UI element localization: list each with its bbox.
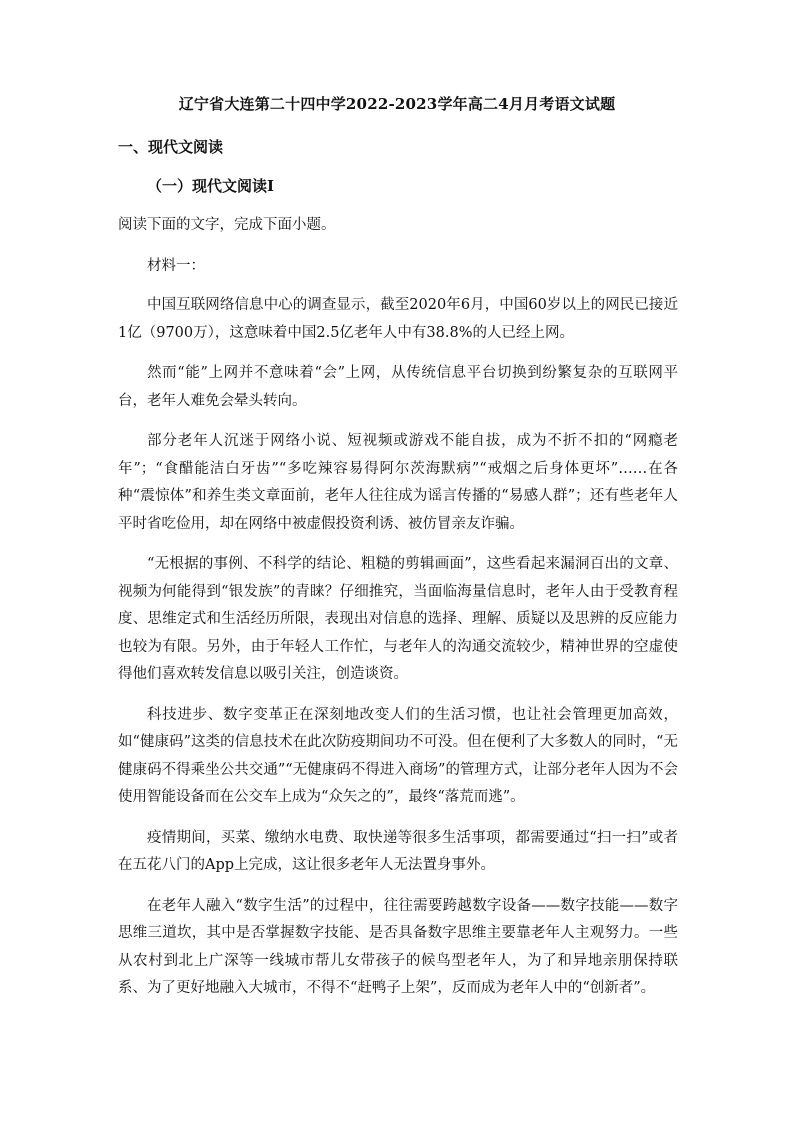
paragraph: 疫情期间，买菜、缴纳水电费、取快递等很多生活事项，都需要通过“扫一扫”或者在五花八门的App上完成，这让很多老年人无法置身事外。 (118, 829, 678, 873)
paragraph: 在老年人融入“数字生活”的过程中，往往需要跨越数字设备——数字技能——数字思维三道坎，其中是否掌握数字技能、是否具备数字思维主要靠老年人主观努力。一些从农村到北上广深等一线城市帮儿女带孩子的候鸟型老年人，为了和异地亲朋保持联系、为了更好地融入大城市，不得不“赶鸭子上架”，反而成为老年人中的“创新者”。 (118, 897, 678, 996)
paragraph: 部分老年人沉迷于网络小说、短视频或游戏不能自拔，成为不折不扣的“网瘾老年”；“食醋能洁白牙齿”“多吃辣容易得阿尔茨海默病”“戒烟之后身体更坏”……在各种“震惊体”和养生类文章面前，老年人往往成为谣言传播的“易感人群”；还有些老年人平时省吃俭用，却在网络中被虚假投资利诱、被仿冒亲友诈骗。 (118, 433, 678, 532)
sub-heading: （一）现代文阅读Ⅰ (147, 177, 275, 195)
paragraph: 科技进步、数字变革正在深刻地改变人们的生活习惯，也让社会管理更加高效，如“健康码”这类的信息技术在此次防疫期间功不可没。但在便利了大多数人的同时，“无健康码不得乘坐公共交通”“无健康码不得进入商场”的管理方式，让部分老年人因为不会使用智能设备而在公交车上成为“众矢之的”，最终“落荒而逃”。 (118, 706, 678, 805)
article-body (118, 292, 678, 1016)
paragraph: 然而“能”上网并不意味着“会”上网，从传统信息平台切换到纷繁复杂的互联网平台，老年人难免会晕头转向。 (118, 365, 678, 409)
material-label: 材料一： (147, 258, 205, 274)
paragraph: “无根据的事例、不科学的结论、粗糙的剪辑画面”，这些看起来漏洞百出的文章、视频为何能得到“银发族”的青睐？仔细推究，当面临海量信息时，老年人由于受教育程度、思维定式和生活经历所限，表现出对信息的选择、理解、质疑以及思辨的反应能力也较为有限。另外，由于年轻人工作忙，与老年人的沟通交流较少，精神世界的空虚使得他们喜欢转发信息以吸引关注，创造谈资。 (118, 556, 678, 682)
section-heading: 一、现代文阅读 (118, 138, 224, 156)
paragraph: 中国互联网络信息中心的调查显示，截至2020年6月，中国60岁以上的网民已接近1亿（9700万），这意味着中国2.5亿老年人中有38.8%的人已经上网。 (118, 297, 678, 341)
instruction-text: 阅读下面的文字，完成下面小题。 (118, 217, 336, 233)
document-title: 辽宁省大连第二十四中学2022-2023学年高二4月月考语文试题 (178, 95, 616, 113)
